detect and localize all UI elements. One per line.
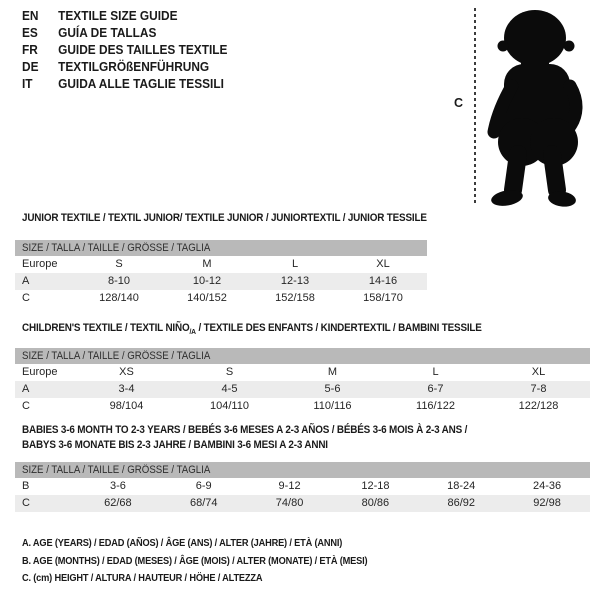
junior-size-table [15,240,427,307]
table-row [15,381,590,398]
language-code: FR [22,42,38,57]
language-row [22,24,227,41]
language-row [22,7,227,24]
table-cell: 92/98 [533,497,561,509]
table-cell: 152/158 [275,292,315,304]
table-cell: S [115,258,123,270]
table-cell: M [327,366,338,378]
language-code: IT [22,76,33,91]
babies-title-line2: BABYS 3-6 MONATE BIS 2-3 JAHRE / BAMBINI 3-6 MESI A 2-3 ANNI [22,438,328,451]
table-cell: 6-9 [195,480,212,492]
language-code: ES [22,25,38,40]
table-cell: XL [376,258,390,270]
table-row [15,495,590,512]
table-cell: L [432,366,439,378]
note-line-a: A. AGE (YEARS) / EDAD (AÑOS) / ÂGE (ANS) / ALTER (JAHRE) / ETÀ (ANNI) [22,537,343,549]
row-label: C [22,400,30,412]
table-cell: S [225,366,234,378]
table-cell: 3-4 [118,383,135,395]
table-row [15,290,427,307]
language-title: GUIDE DES TAILLES TEXTILE [58,42,228,57]
language-title: GUIDA ALLE TAGLIE TESSILI [58,76,224,91]
size-table-header: SIZE / TALLA / TAILLE / GRÖSSE / TAGLIA [15,348,590,364]
children-title-text: CHILDREN'S TEXTILE / TEXTIL NIÑO [22,322,190,334]
table-row [15,398,590,415]
children-title-subscript: /A [189,327,196,337]
table-cell: 74/80 [275,497,304,509]
table-cell: 104/110 [210,400,249,412]
table-cell: 122/128 [518,400,559,412]
table-cell: XL [531,366,546,378]
table-cell: 12-13 [280,275,310,287]
language-title: TEXTILE SIZE GUIDE [58,8,178,23]
table-row [15,364,590,381]
row-label: B [22,480,30,492]
size-table-header: SIZE / TALLA / TAILLE / GRÖSSE / TAGLIA [15,240,427,256]
note-line-b: B. AGE (MONTHS) / EDAD (MESES) / ÂGE (MOIS) / ALTER (MONATE) / ETÀ (MESI) [22,554,368,567]
table-cell: 9-12 [278,480,301,492]
babies-size-table [15,462,590,512]
table-cell: 68/74 [189,497,218,509]
table-cell: 4-5 [221,383,238,395]
table-row [15,273,427,290]
babies-title-line1: BABIES 3-6 MONTH TO 2-3 YEARS / BEBÉS 3-6 MESES A 2-3 AÑOS / BÉBÉS 3-6 MOIS À 2-3 ANS / [22,424,468,436]
babies-section-title [22,423,467,452]
table-cell: 140/152 [187,292,227,304]
junior-section-title: JUNIOR TEXTILE / TEXTIL JUNIOR/ TEXTILE JUNIOR / JUNIORTEXTIL / JUNIOR TESSILE [22,212,427,224]
table-cell: 8-10 [107,275,131,287]
row-label: A [22,275,30,287]
table-cell: 86/92 [447,497,475,509]
table-cell: XS [119,366,134,378]
baby-silhouette-icon [482,4,598,212]
table-cell: 3-6 [109,480,126,492]
table-cell: 18-24 [447,480,476,492]
row-label: A [22,383,30,395]
table-cell: 158/170 [363,292,403,304]
size-table-header: SIZE / TALLA / TAILLE / GRÖSSE / TAGLIA [15,462,590,478]
table-row [15,256,427,273]
table-cell: 80/86 [361,497,390,509]
table-row [15,478,590,495]
children-title-text: / TEXTILE DES ENFANTS / KINDERTEXTIL / BAMBINI TESSILE [195,322,482,334]
table-cell: 5-6 [324,383,341,395]
language-code: EN [22,8,39,23]
table-cell: 6-7 [427,383,444,395]
table-cell: 24-36 [532,480,562,492]
row-label: C [22,292,30,304]
note-line-c: C. (cm) HEIGHT / ALTURA / HAUTEUR / HÖHE / ALTEZZA [22,572,263,584]
language-title: GUÍA DE TALLAS [58,25,157,40]
language-row [22,41,227,58]
language-code: DE [22,59,39,74]
table-cell: L [291,258,299,270]
table-cell: 12-18 [361,480,390,492]
children-size-table [15,348,590,415]
row-label: C [22,497,30,509]
language-row [22,58,227,75]
height-label-c: C [454,96,464,110]
table-cell: 62/68 [104,497,132,509]
height-dashed-line [474,8,476,206]
table-cell: 116/122 [416,400,455,412]
language-title: TEXTILGRÖßENFÜHRUNG [58,59,210,74]
table-cell: 14-16 [368,275,398,287]
row-label: Europe [22,366,58,378]
footnotes [22,537,415,590]
baby-figure [452,4,598,212]
children-section-title [22,322,482,336]
row-label: Europe [22,258,58,270]
language-header [22,7,238,92]
language-row [22,75,227,92]
table-cell: 110/116 [313,400,352,412]
table-cell: M [202,258,212,270]
table-cell: 7-8 [530,383,547,395]
table-cell: 98/104 [109,400,144,412]
table-cell: 10-12 [192,275,222,287]
table-cell: 128/140 [99,292,139,304]
